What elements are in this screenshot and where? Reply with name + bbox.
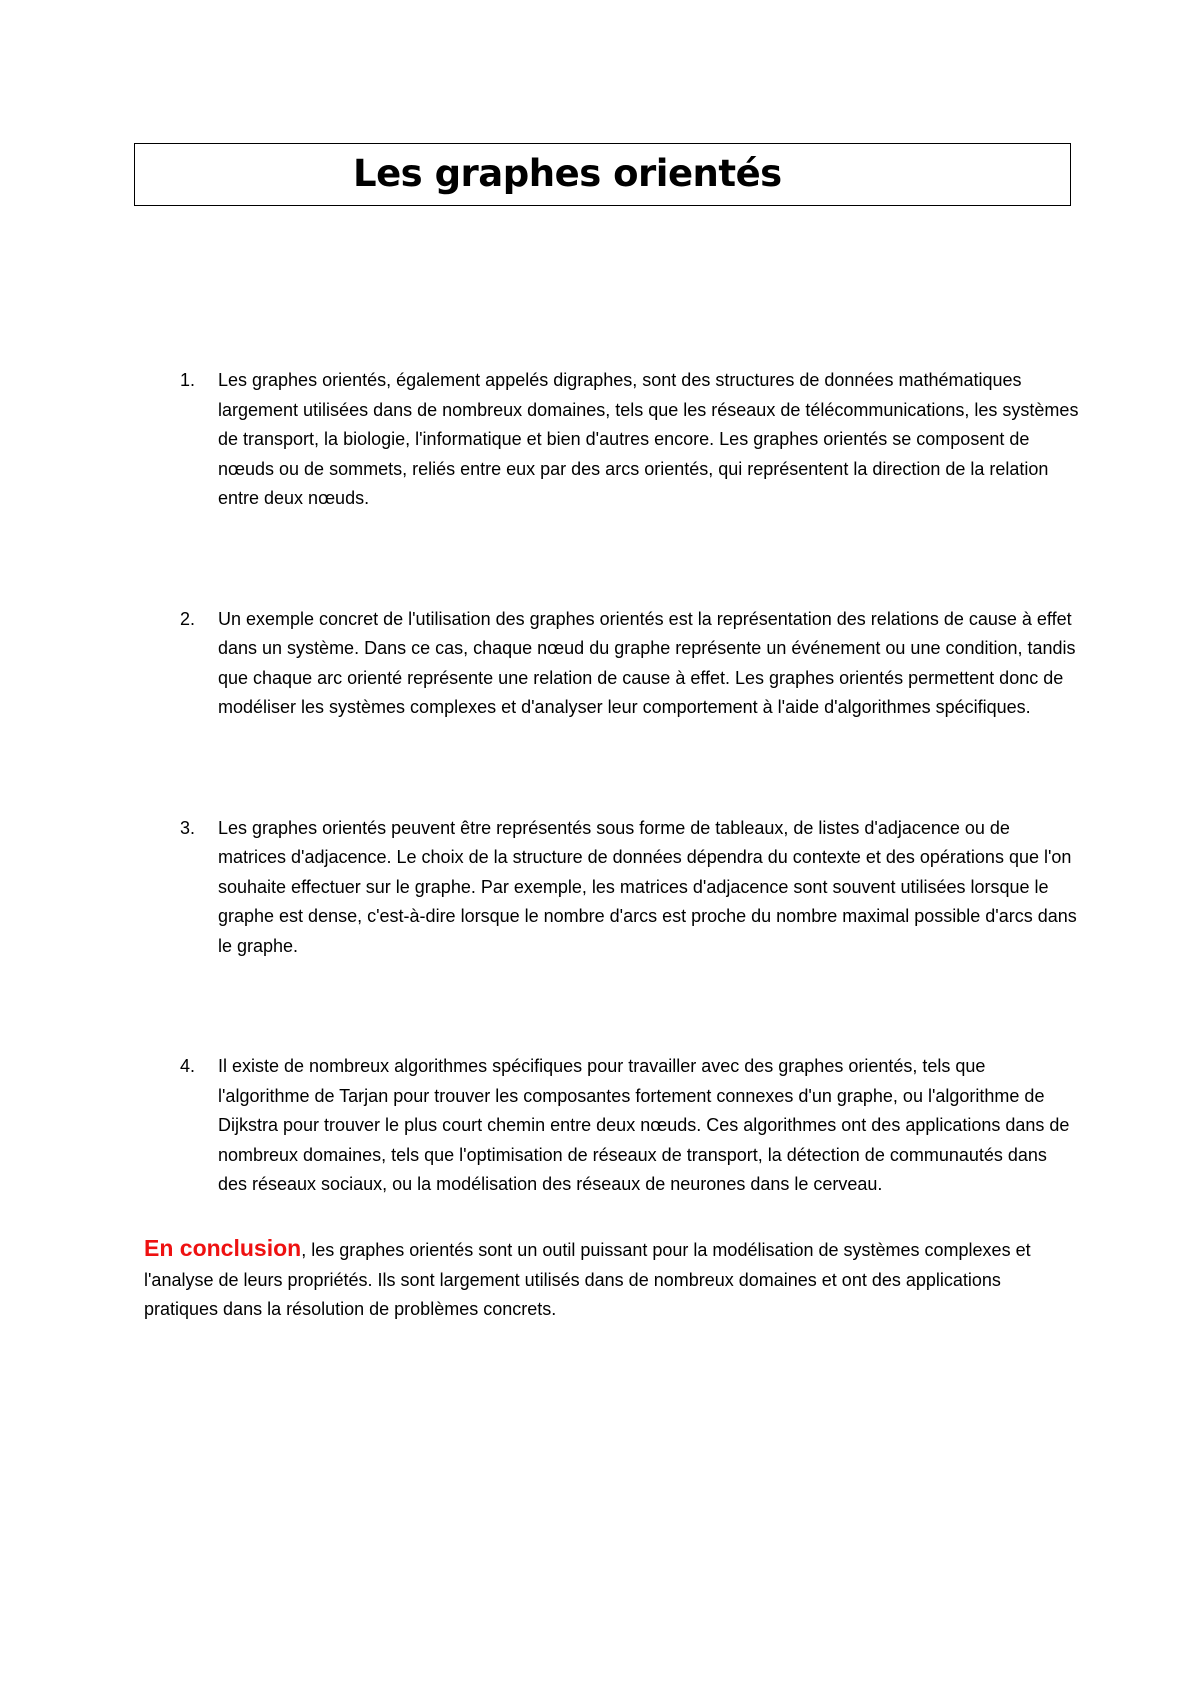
list-item-text: Les graphes orientés peuvent être représentés sous forme de tableaux, de listes d'adjacence ou de matrices d'adjacence. Le choix de la structure de données dépendra du contexte et des opérations que l'on souhaite effectuer sur le graphe. Par exemple, les matrices d'adjacence sont souvent utilisées lorsque le graphe est dense, c'est-à-dire lorsque le nombre d'arcs est proche du nombre maximal possible d'arcs dans le graphe. xyxy=(218,817,1077,956)
title-box xyxy=(134,143,1071,206)
list-item-number: 1. xyxy=(180,370,196,390)
numbered-list xyxy=(180,366,1080,1291)
page-title: Les graphes orientés xyxy=(353,152,782,195)
list-item-number: 4. xyxy=(180,1056,196,1076)
conclusion-paragraph xyxy=(144,1234,1074,1325)
list-item-number: 3. xyxy=(180,817,196,838)
conclusion-text: , les graphes orientés sont un outil puissant pour la modélisation de systèmes complexes et l'analyse de leurs propriétés. Ils sont largement utilisés dans de nombreux domaines et ont des applications pratiques dans la résolution de problèmes concrets. xyxy=(144,1240,1031,1319)
list-item xyxy=(180,814,1080,962)
list-item-text: Il existe de nombreux algorithmes spécifiques pour travailler avec des graphes orientés, tels que l'algorithme de Tarjan pour trouver les composantes fortement connexes d'un graphe, ou l'algorithme de Dijkstra pour trouver le plus court chemin entre deux nœuds. Ces algorithmes ont des applications dans de nombreux domaines, tels que l'optimisation de réseaux de transport, la détection de communautés dans des réseaux sociaux, ou la modélisation des réseaux de neurones dans le cerveau. xyxy=(218,1056,1070,1194)
list-item xyxy=(180,1052,1080,1200)
list-item xyxy=(180,605,1080,723)
list-item-text: Les graphes orientés, également appelés digraphes, sont des structures de données mathématiques largement utilisées dans de nombreux domaines, tels que les réseaux de télécommunications, les systèmes de transport, la biologie, l'informatique et bien d'autres encore. Les graphes orientés se composent de nœuds ou de sommets, reliés entre eux par des arcs orientés, qui représentent la direction de la relation entre deux nœuds. xyxy=(218,370,1079,508)
list-item-number: 2. xyxy=(180,608,196,629)
list-item xyxy=(180,366,1080,514)
conclusion-lead: En conclusion xyxy=(144,1235,302,1261)
list-item-text: Un exemple concret de l'utilisation des graphes orientés est la représentation des relations de cause à effet dans un système. Dans ce cas, chaque nœud du graphe représente un événement ou une condition, tandis que chaque arc orienté représente une relation de cause à effet. Les graphes orientés permettent donc de modéliser les systèmes complexes et d'analyser leur comportement à l'aide d'algorithmes spécifiques. xyxy=(218,608,1076,717)
